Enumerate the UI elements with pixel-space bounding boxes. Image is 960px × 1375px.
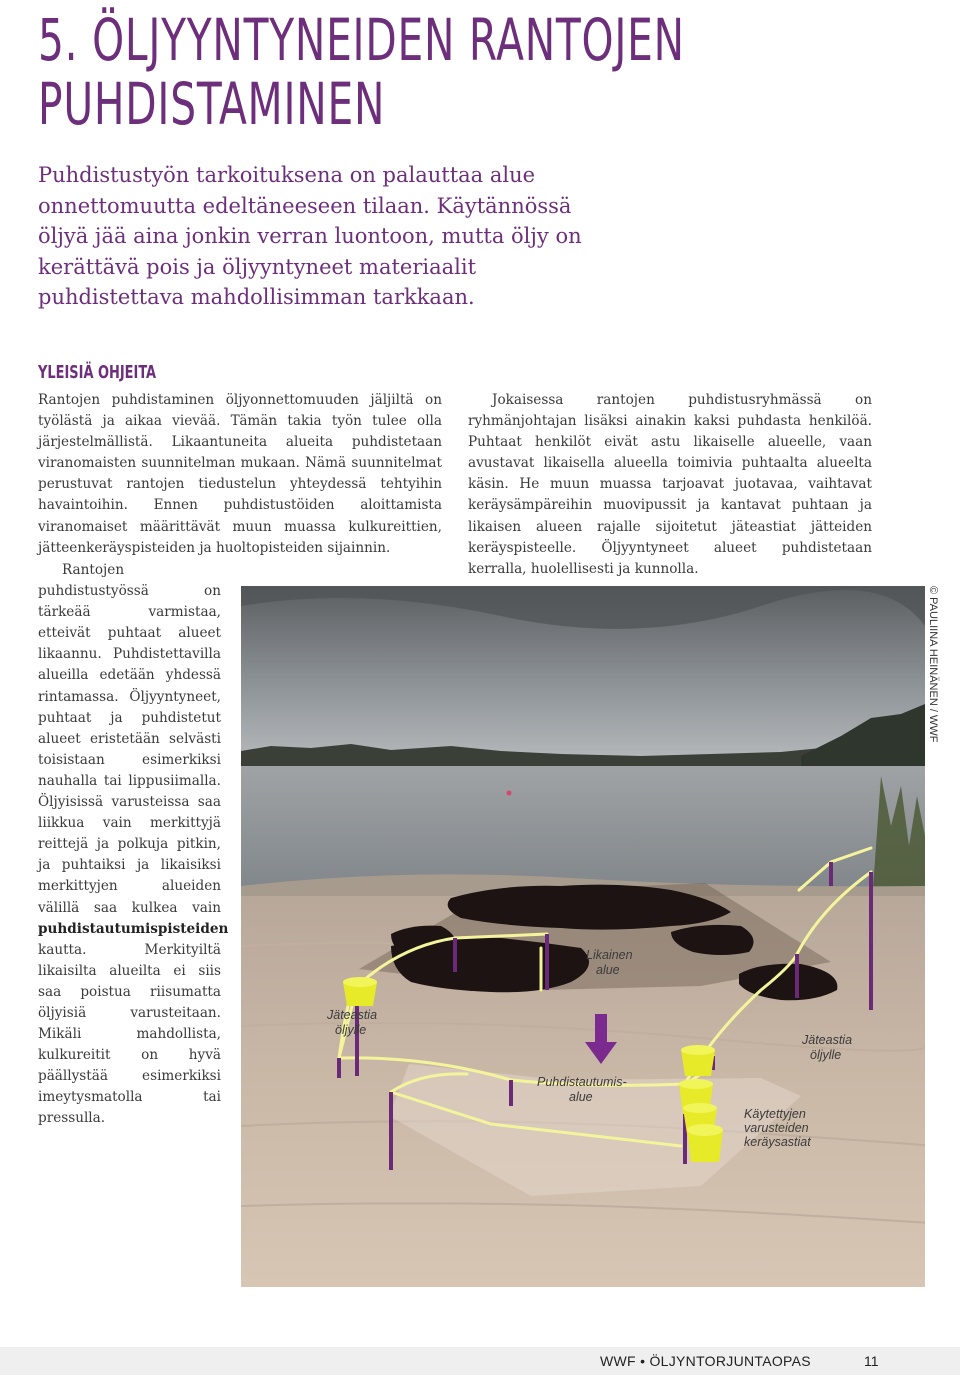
label-waste-bin-right: Jäteastia öljylle bbox=[802, 1033, 853, 1062]
label-dirty-area: Likainen alue bbox=[586, 948, 633, 977]
buoy bbox=[507, 791, 512, 796]
lead-paragraph: Puhdistustyön tarkoituksena on palauttaa alue onnettomuutta edeltäneeseen tilaan. Käytännössä öljyä jää aina jonkin verran luontoon, mutta öljy on kerättävä pois ja öljyyntyneet materiaalit puhdistettava mahdollisimman tarkkaan. bbox=[38, 163, 582, 309]
paragraph-2-bold-term: puhdistautumispisteiden bbox=[38, 920, 229, 937]
title-line-1: 5. ÖLJYYNTYNEIDEN RANTOJEN bbox=[38, 6, 685, 74]
beach-cleanup-photo bbox=[241, 586, 925, 1287]
title-line-2: PUHDISTAMINEN bbox=[38, 70, 386, 138]
body-paragraph-1: Rantojen puhdistaminen öljyonnettomuuden jäljiltä on työlästä ja aikaa vievää. Tämän takia työn tulee olla järjestelmällistä. Likaantuneita alueita puhdistetaan viranomaisten suunnitelman mukaan. Nämä suunnitelmat perustuvat rantojen tiedustelun yhteydessä tehtyihin havaintoihin. Ennen puhdistustöiden aloittamista viranomaiset määrittävät muun muassa kulkureittien, jätteenkeräyspisteiden ja huoltopisteiden sijainnin. bbox=[38, 392, 442, 556]
label-used-gear-bins: Käytettyjen varusteiden keräysastiat bbox=[744, 1107, 811, 1149]
page-title bbox=[38, 8, 724, 136]
body-paragraph-3: Jokaisessa rantojen puhdistusryhmässä on ryhmänjohtajan lisäksi ainakin kaksi puhdasta henkilöä. Puhtaat henkilöt eivät astu likaiselle alueelle, vaan avustavat likaisella alueella toimivia puhtaalta alueelta käsin. He muun muassa tarjoavat juotavaa, vaihtavat keräysämpäreihin muovipussit ja kantavat puhtaan ja likaisen alueen rajalle sijoitetut jäteastiat jätteiden keräyspisteelle. Öljyyntyneet alueet puhdistetaan kerralla, huolellisesti ja kunnolla. bbox=[468, 392, 872, 577]
label-decontamination-area: Puhdistautumis-alue bbox=[537, 1075, 627, 1104]
label-waste-bin-left: Jäteastia öljylle bbox=[327, 1008, 378, 1037]
page-footer bbox=[0, 1347, 960, 1375]
paragraph-2-text-before: Rantojen puhdistustyössä on tärkeää varmistaa, etteivät puhtaat alueet likaannu. Puhdistettavilla alueilla edetään yhdessä rintamassa. Öljyyntyneet, puhtaat ja puhdistetut alueet eristetään selvästi toisistaan esimerkiksi nauhalla tai lippusiimalla. Öljyisissä varusteissa saa liikkua vain merkittyjä reittejä ja polkuja pitkin, ja puhtaiksi ja likaisiksi merkittyjen alueiden välillä saa kulkea vain bbox=[38, 562, 221, 916]
photo-credit: © PAULIINA HEINÄNEN / WWF bbox=[927, 586, 939, 743]
waste-bin-right bbox=[681, 1045, 715, 1076]
paragraph-2-text-after: kautta. Merkityiltä likaisilta alueilta ei siis saa poistua riisumatta öljyisiä varusteitaan. Mikäli mahdollista, kulkureitit on hyvä päällystää esimerkiksi imeytysmatolla tai pressulla. bbox=[38, 941, 221, 1127]
waste-bin-left bbox=[343, 977, 377, 1006]
body-paragraph-2 bbox=[38, 560, 229, 1130]
section-heading: YLEISIÄ OHJEITA bbox=[38, 362, 157, 383]
page-number: 11 bbox=[864, 1353, 879, 1369]
footer-title: WWF • ÖLJYNTORJUNTAOPAS bbox=[600, 1353, 811, 1369]
